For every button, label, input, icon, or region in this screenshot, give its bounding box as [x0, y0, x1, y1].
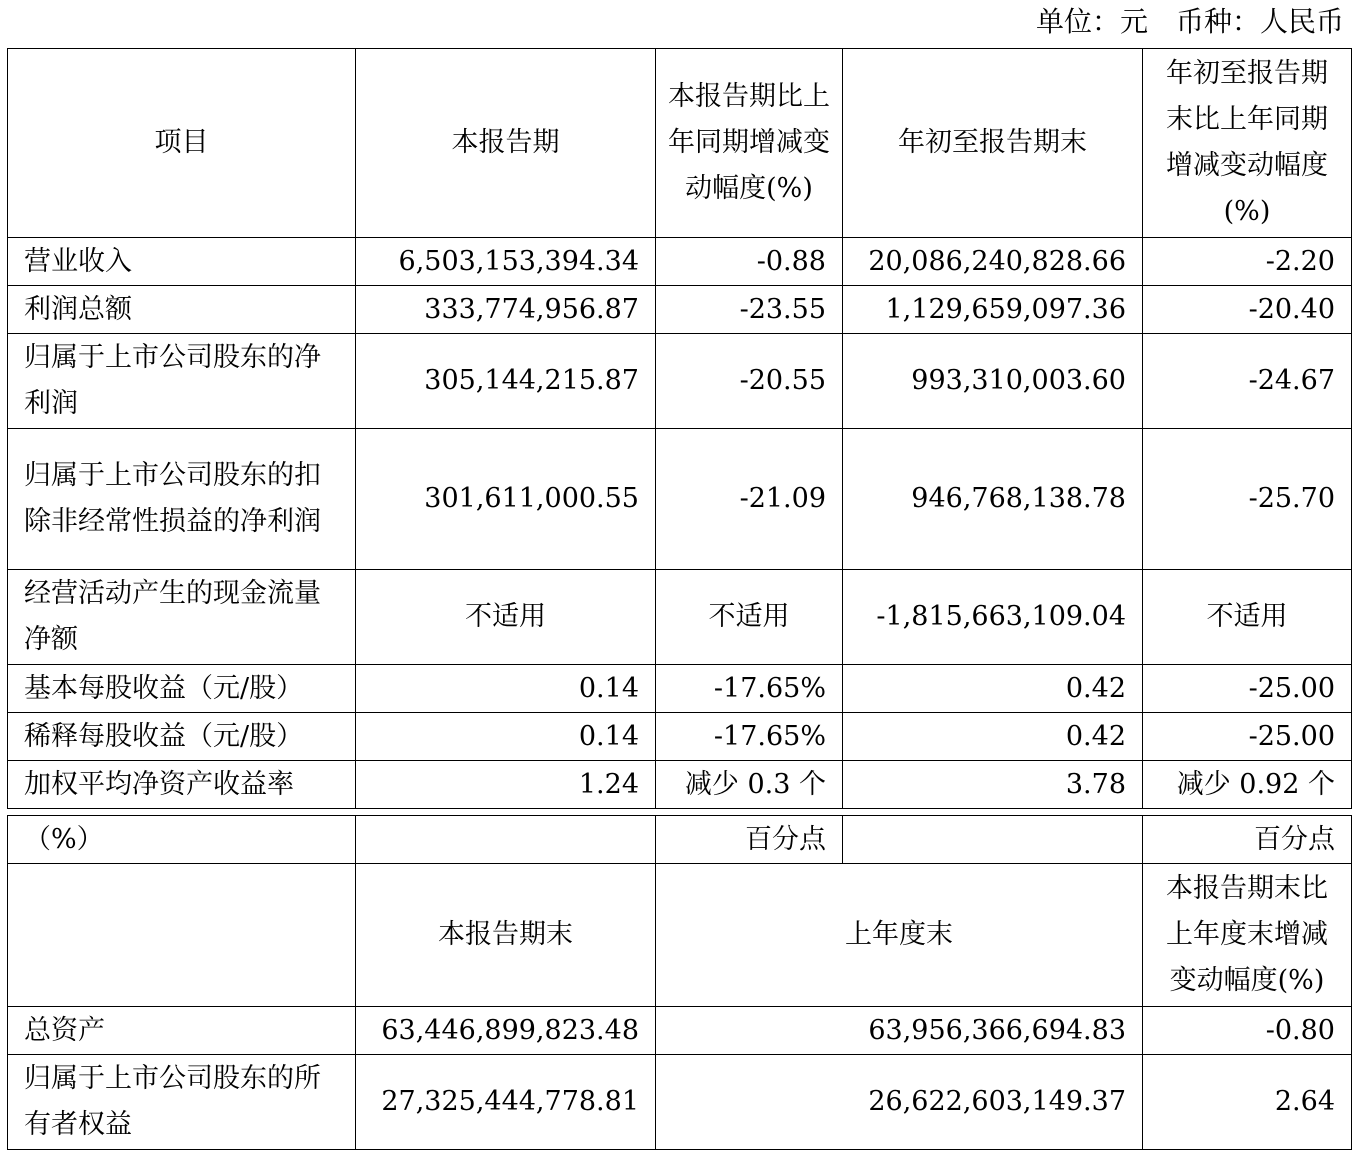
row-item: 基本每股收益（元/股） [8, 665, 356, 713]
table2-header-row [8, 864, 1352, 1007]
unit-currency-note: 单位：元 币种：人民币 [1035, 5, 1344, 38]
row-period-end: 27,325,444,778.81 [356, 1055, 656, 1150]
table-row [8, 334, 1352, 429]
row-ytd-change: 不适用 [1143, 570, 1352, 665]
row-ytd-change: -20.40 [1143, 286, 1352, 334]
row-current: 0.14 [356, 665, 656, 713]
table-row [8, 238, 1352, 286]
row-item: 总资产 [8, 1007, 356, 1055]
row-ytd: 3.78 [843, 761, 1143, 809]
row-item: 稀释每股收益（元/股） [8, 713, 356, 761]
table-row [8, 286, 1352, 334]
header-current-change: 本报告期比上年同期增减变动幅度(%) [656, 49, 843, 238]
row-current-change: -20.55 [656, 334, 843, 429]
row-current: 不适用 [356, 570, 656, 665]
row-current: 6,503,153,394.34 [356, 238, 656, 286]
table-row [8, 429, 1352, 570]
row-ytd-change: -24.67 [1143, 334, 1352, 429]
row-ytd-change: -25.70 [1143, 429, 1352, 570]
cont-current [356, 816, 656, 864]
row-item: 利润总额 [8, 286, 356, 334]
row-current-change: -17.65% [656, 713, 843, 761]
row-current: 1.24 [356, 761, 656, 809]
row-current: 301,611,000.55 [356, 429, 656, 570]
row-ytd: -1,815,663,109.04 [843, 570, 1143, 665]
table-row [8, 570, 1352, 665]
header-current-period: 本报告期 [356, 49, 656, 238]
row-ytd: 993,310,003.60 [843, 334, 1143, 429]
row-item: 经营活动产生的现金流量净额 [8, 570, 356, 665]
row-current-change: -17.65% [656, 665, 843, 713]
table-row [8, 1055, 1352, 1150]
row-current-change: 减少 0.3 个 [656, 761, 843, 809]
row-current: 333,774,956.87 [356, 286, 656, 334]
cont-ytd [843, 816, 1143, 864]
continuation-row [8, 816, 1352, 864]
row-ytd-change: -25.00 [1143, 713, 1352, 761]
row-current: 305,144,215.87 [356, 334, 656, 429]
header-prior-year-end: 上年度末 [656, 864, 1143, 1007]
cont-item: （%） [8, 816, 356, 864]
balance-sheet-table [7, 815, 1352, 1150]
row-item: 加权平均净资产收益率 [8, 761, 356, 809]
row-current-change: -0.88 [656, 238, 843, 286]
header-item: 项目 [8, 49, 356, 238]
row-ytd: 20,086,240,828.66 [843, 238, 1143, 286]
row-ytd-change: 减少 0.92 个 [1143, 761, 1352, 809]
row-item: 归属于上市公司股东的所有者权益 [8, 1055, 356, 1150]
row-current: 0.14 [356, 713, 656, 761]
row-current-change: 不适用 [656, 570, 843, 665]
key-financials-table [7, 48, 1352, 809]
row-prior-year-end: 26,622,603,149.37 [656, 1055, 1143, 1150]
row-change: 2.64 [1143, 1055, 1352, 1150]
table1-body [8, 49, 1352, 809]
table-row [8, 665, 1352, 713]
row-item: 归属于上市公司股东的扣除非经常性损益的净利润 [8, 429, 356, 570]
header-ytd: 年初至报告期末 [843, 49, 1143, 238]
row-period-end: 63,446,899,823.48 [356, 1007, 656, 1055]
row-current-change: -21.09 [656, 429, 843, 570]
header-change: 本报告期末比上年度末增减变动幅度(%) [1143, 864, 1352, 1007]
row-change: -0.80 [1143, 1007, 1352, 1055]
table-row [8, 1007, 1352, 1055]
row-ytd: 946,768,138.78 [843, 429, 1143, 570]
row-ytd: 0.42 [843, 713, 1143, 761]
table-row [8, 761, 1352, 809]
row-ytd: 0.42 [843, 665, 1143, 713]
row-item: 归属于上市公司股东的净利润 [8, 334, 356, 429]
row-ytd-change: -25.00 [1143, 665, 1352, 713]
table1-header-row [8, 49, 1352, 238]
header-item-blank [8, 864, 356, 1007]
cont-ytd-change: 百分点 [1143, 816, 1352, 864]
header-ytd-change: 年初至报告期末比上年同期增减变动幅度(%) [1143, 49, 1352, 238]
table-row [8, 713, 1352, 761]
header-period-end: 本报告期末 [356, 864, 656, 1007]
row-current-change: -23.55 [656, 286, 843, 334]
table2-body [8, 816, 1352, 1150]
row-item: 营业收入 [8, 238, 356, 286]
row-ytd-change: -2.20 [1143, 238, 1352, 286]
row-ytd: 1,129,659,097.36 [843, 286, 1143, 334]
row-prior-year-end: 63,956,366,694.83 [656, 1007, 1143, 1055]
cont-current-change: 百分点 [656, 816, 843, 864]
